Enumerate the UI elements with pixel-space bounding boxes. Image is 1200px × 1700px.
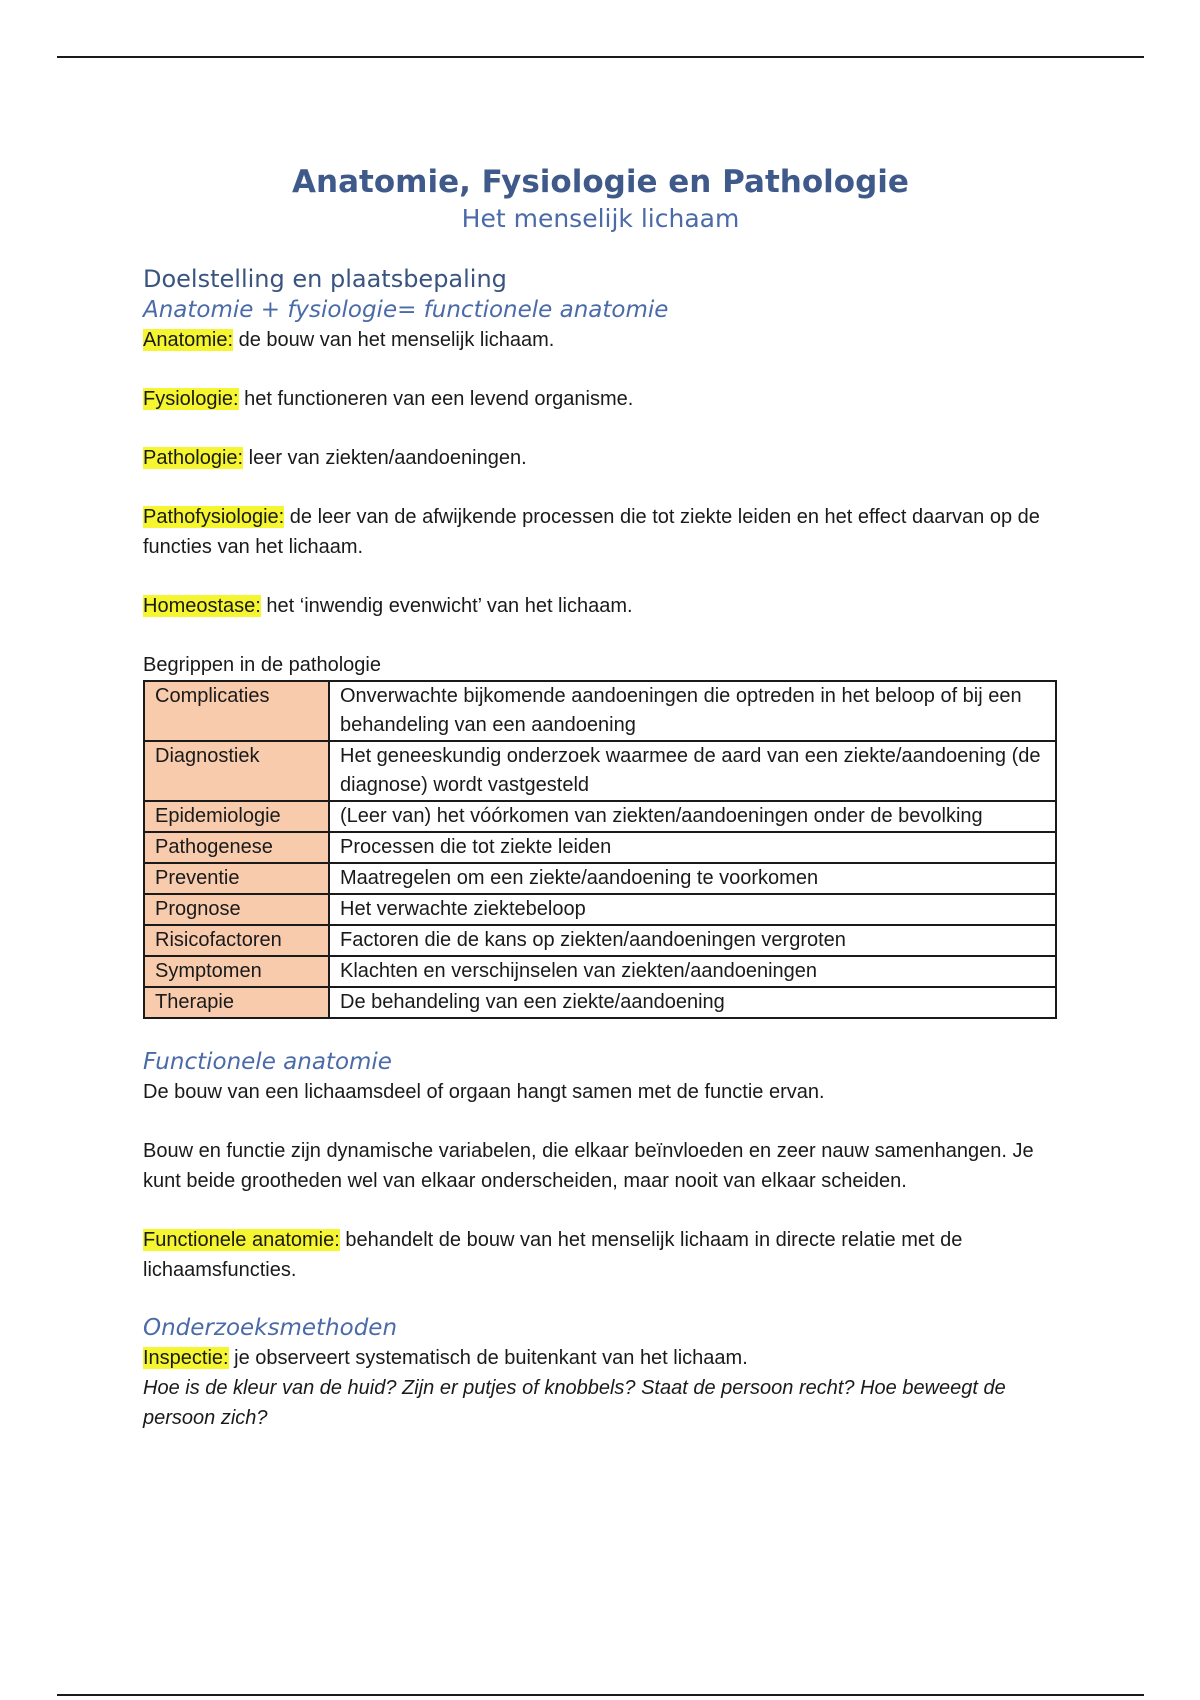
paragraph: Bouw en functie zijn dynamische variabelen, die elkaar beïnvloeden en zeer nauw samenhangen. Je kunt beide grootheden wel van elkaar onderscheiden, maar nooit van elkaar scheiden. — [143, 1140, 1034, 1192]
document-page — [143, 163, 1058, 1433]
table-row — [144, 681, 1056, 741]
definition-term: Pathofysiologie: — [143, 506, 285, 528]
definition-text: het functioneren van een levend organisme. — [238, 388, 634, 410]
table-row — [144, 832, 1056, 863]
definition-functionele-anatomie — [143, 1225, 1058, 1285]
table-row — [144, 987, 1056, 1018]
table-cell-term: Symptomen — [144, 956, 329, 987]
definition-text: je observeert systematisch de buitenkant van het lichaam. — [228, 1347, 748, 1369]
definition-pathologie — [143, 443, 1058, 473]
table-cell-term: Therapie — [144, 987, 329, 1018]
table-cell-description: Maatregelen om een ziekte/aandoening te voorkomen — [329, 863, 1056, 894]
definition-term: Anatomie: — [143, 329, 234, 351]
table-cell-term: Prognose — [144, 894, 329, 925]
definition-fysiologie — [143, 384, 1058, 414]
table-caption: Begrippen in de pathologie — [143, 654, 381, 676]
table-row — [144, 801, 1056, 832]
inspection-questions: Hoe is de kleur van de huid? Zijn er putjes of knobbels? Staat de persoon recht? Hoe beweegt de persoon zich? — [143, 1377, 1006, 1429]
section-subheading: Anatomie + fysiologie= functionele anatomie — [143, 297, 669, 323]
definition-text: behandelt de bouw van het menselijk lichaam in directe relatie met de lichaamsfuncties. — [143, 1229, 963, 1281]
definition-text: de leer van de afwijkende processen die tot ziekte leiden en het effect daarvan op de functies van het lichaam. — [143, 506, 1040, 558]
document-subtitle: Het menselijk lichaam — [461, 204, 740, 233]
definition-homeostase — [143, 591, 1058, 621]
table-cell-description: (Leer van) het vóórkomen van ziekten/aandoeningen onder de bevolking — [329, 801, 1056, 832]
definition-text: leer van ziekten/aandoeningen. — [243, 447, 527, 469]
definition-text: het ‘inwendig evenwicht’ van het lichaam. — [260, 595, 633, 617]
header-rule — [57, 56, 1144, 58]
table-cell-description: Het verwachte ziektebeloop — [329, 894, 1056, 925]
table-cell-description: De behandeling van een ziekte/aandoening — [329, 987, 1056, 1018]
document-title: Anatomie, Fysiologie en Pathologie — [292, 164, 909, 200]
table-cell-term: Pathogenese — [144, 832, 329, 863]
table-row — [144, 925, 1056, 956]
definition-pathofysiologie — [143, 502, 1058, 562]
definition-term: Inspectie: — [143, 1347, 229, 1369]
table-cell-description: Het geneeskundig onderzoek waarmee de aard van een ziekte/aandoening (de diagnose) wordt vastgesteld — [329, 741, 1056, 801]
table-row — [144, 863, 1056, 894]
table-cell-term: Complicaties — [144, 681, 329, 741]
table-cell-term: Preventie — [144, 863, 329, 894]
table-cell-term: Epidemiologie — [144, 801, 329, 832]
pathology-terms-table — [143, 680, 1057, 1019]
definition-term: Functionele anatomie: — [143, 1229, 340, 1251]
table-cell-term: Risicofactoren — [144, 925, 329, 956]
table-row — [144, 894, 1056, 925]
footer-rule — [57, 1694, 1144, 1696]
definition-term: Pathologie: — [143, 447, 244, 469]
definition-term: Fysiologie: — [143, 388, 239, 410]
definition-term: Homeostase: — [143, 595, 261, 617]
table-cell-description: Processen die tot ziekte leiden — [329, 832, 1056, 863]
definition-inspectie — [143, 1343, 1058, 1373]
table-row — [144, 956, 1056, 987]
section-heading-doelstelling: Doelstelling en plaatsbepaling — [143, 265, 507, 293]
table-cell-term: Diagnostiek — [144, 741, 329, 801]
table-cell-description: Klachten en verschijnselen van ziekten/aandoeningen — [329, 956, 1056, 987]
definition-text: de bouw van het menselijk lichaam. — [233, 329, 555, 351]
paragraph: De bouw van een lichaamsdeel of orgaan hangt samen met de functie ervan. — [143, 1081, 825, 1103]
table-row — [144, 741, 1056, 801]
section-heading-functionele-anatomie: Functionele anatomie — [143, 1049, 392, 1075]
table-cell-description: Onverwachte bijkomende aandoeningen die optreden in het beloop of bij een behandeling van een aandoening — [329, 681, 1056, 741]
definition-anatomie — [143, 325, 1058, 355]
table-cell-description: Factoren die de kans op ziekten/aandoeningen vergroten — [329, 925, 1056, 956]
section-heading-onderzoeksmethoden: Onderzoeksmethoden — [143, 1315, 398, 1341]
